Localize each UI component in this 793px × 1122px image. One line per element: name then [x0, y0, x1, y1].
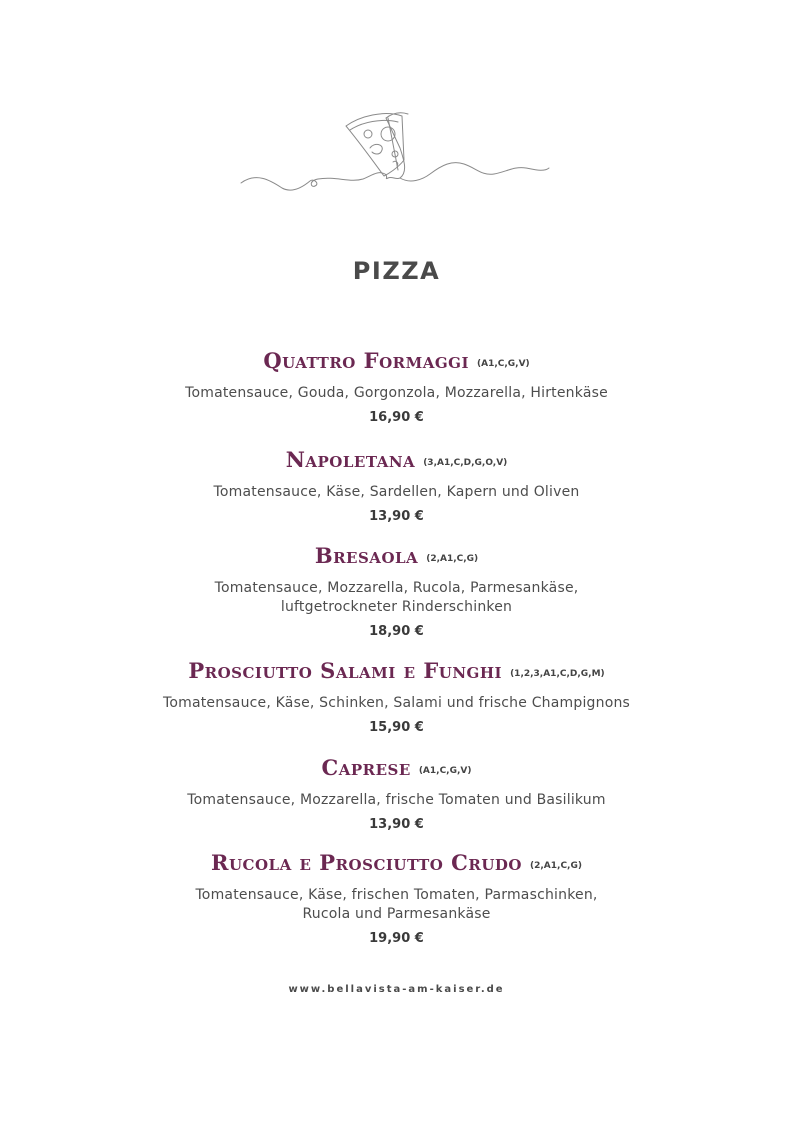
item-description: Tomatensauce, Käse, Schinken, Salami und frische Champignons [162, 695, 631, 711]
website-footer: www.bellavista-am-kaiser.de [288, 984, 505, 995]
item-name: Rucola e Prosciutto Crudo [211, 850, 522, 875]
item-allergens: (1,2,3,A1,C,D,G,M) [510, 669, 605, 679]
item-price: 13,90 € [369, 509, 424, 524]
item-description [0, 886, 793, 924]
item-price: 19,90 € [369, 931, 424, 946]
item-name: Bresaola [314, 543, 419, 568]
menu-title: PIZZA [352, 257, 441, 285]
item-name: Caprese [321, 755, 411, 780]
menu-item-caprese [0, 754, 793, 834]
item-description-line: Tomatensauce, Käse, frischen Tomaten, Parmaschinken, [195, 887, 598, 903]
menu-item-rucola-e-prosciutto-crudo [0, 849, 793, 948]
item-price: 15,90 € [369, 720, 424, 735]
menu-item-prosciutto-salami-e-funghi [0, 657, 793, 737]
item-description: Tomatensauce, Käse, Sardellen, Kapern und Oliven [213, 484, 580, 500]
item-description [0, 579, 793, 617]
menu-item-napoletana [0, 446, 793, 526]
item-allergens: (2,A1,C,G) [530, 861, 582, 871]
item-description: Tomatensauce, Gouda, Gorgonzola, Mozzarella, Hirtenkäse [185, 385, 608, 401]
item-price: 13,90 € [369, 817, 424, 832]
item-allergens: (A1,C,G,V) [418, 766, 472, 776]
item-allergens: (A1,C,G,V) [477, 359, 530, 369]
item-price: 18,90 € [369, 624, 424, 639]
item-description-line: Tomatensauce, Mozzarella, Rucola, Parmesankäse, [214, 580, 579, 596]
item-description: Tomatensauce, Mozzarella, frische Tomaten und Basilikum [187, 792, 606, 808]
item-allergens: (3,A1,C,D,G,O,V) [423, 458, 508, 468]
item-description-line: Rucola und Parmesankäse [302, 906, 491, 922]
item-allergens: (2,A1,C,G) [426, 554, 479, 564]
item-name: Napoletana [285, 447, 416, 472]
menu-item-bresaola [0, 542, 793, 641]
menu-item-quattro-formaggi [0, 347, 793, 427]
item-name: Quattro Formaggi [263, 348, 469, 373]
item-name: Prosciutto Salami e Funghi [188, 658, 503, 683]
item-description-line: luftgetrockneter Rinderschinken [280, 599, 513, 615]
item-price: 16,90 € [369, 410, 424, 425]
pizza-slice-icon [238, 108, 552, 194]
